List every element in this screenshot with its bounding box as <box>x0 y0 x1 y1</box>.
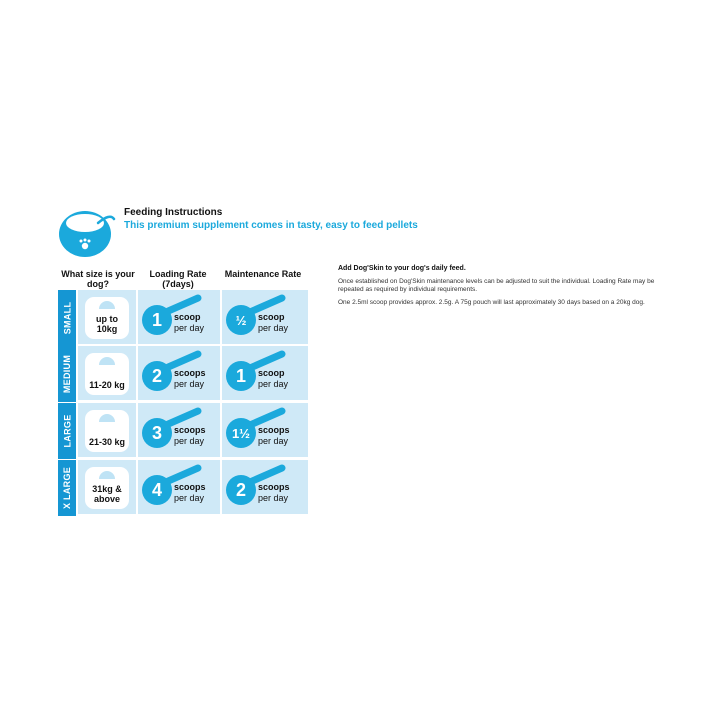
maintenance-cell <box>222 403 308 457</box>
weight-text: 21-30 kg <box>88 437 126 447</box>
loading-cell <box>138 290 220 344</box>
scoop-frequency: per day <box>258 323 289 333</box>
maintenance-cell <box>222 460 308 514</box>
maintenance-cell <box>222 290 308 344</box>
scoop-count: 1 <box>235 365 246 386</box>
scoop-unit: scoops <box>174 425 206 435</box>
scoop-unit: scoops <box>258 425 290 435</box>
scoop-unit: scoop <box>174 312 201 322</box>
scoop-count: 1 <box>151 309 162 330</box>
table-row <box>58 460 308 516</box>
size-label: X LARGE <box>58 460 76 516</box>
dog-bowl-icon <box>58 209 116 259</box>
scoop-frequency: per day <box>258 379 289 389</box>
scoop-unit: scoops <box>174 368 206 378</box>
scale-icon <box>85 410 129 452</box>
column-header-size: What size is your dog? <box>61 269 135 289</box>
loading-cell <box>138 403 220 457</box>
size-label: MEDIUM <box>58 346 76 402</box>
scoop-unit: scoops <box>258 482 290 492</box>
page-subtitle: This premium supplement comes in tasty, easy to feed pellets <box>124 220 418 231</box>
weight-cell <box>78 346 136 400</box>
scoop-count: 1½ <box>231 425 251 441</box>
size-label: SMALL <box>58 290 76 346</box>
weight-cell <box>78 290 136 344</box>
page-title: Feeding Instructions <box>124 207 223 218</box>
scale-icon <box>85 297 129 339</box>
scoop-count: 2 <box>235 479 246 500</box>
instructions-paragraph: Once established on Dog'Skin maintenance levels can be adjusted to suit the individual. Loading Rate may be repeated as required by individual requirements. <box>338 278 655 293</box>
loading-cell <box>138 346 220 400</box>
scoop-frequency: per day <box>258 493 289 503</box>
size-label: LARGE <box>58 403 76 459</box>
scoop-count: ½ <box>235 312 247 328</box>
instructions-paragraph: One 2.5ml scoop provides approx. 2.5g. A 75g pouch will last approximately 30 days based on a 20kg dog. <box>338 299 645 306</box>
scoop-unit: scoop <box>258 312 285 322</box>
column-header-maintenance: Maintenance Rate <box>224 269 302 279</box>
scale-icon <box>85 467 129 509</box>
table-row <box>58 346 308 402</box>
scoop-frequency: per day <box>174 379 205 389</box>
scoop-frequency: per day <box>174 323 205 333</box>
scoop-unit: scoop <box>258 368 285 378</box>
scoop-frequency: per day <box>258 436 289 446</box>
table-row <box>58 290 308 346</box>
scoop-frequency: per day <box>174 493 205 503</box>
weight-text: up to 10kg <box>96 314 118 334</box>
column-header-loading: Loading Rate (7days) <box>149 269 207 289</box>
weight-cell <box>78 460 136 514</box>
weight-text: 31kg & above <box>92 484 122 504</box>
scoop-unit: scoops <box>174 482 206 492</box>
weight-cell <box>78 403 136 457</box>
scoop-count: 2 <box>151 365 162 386</box>
scoop-frequency: per day <box>174 436 205 446</box>
weight-text: 11-20 kg <box>89 380 125 390</box>
loading-cell <box>138 460 220 514</box>
instructions-heading: Add Dog'Skin to your dog's daily feed. <box>338 265 466 272</box>
scoop-count: 3 <box>151 422 162 443</box>
table-row <box>58 403 308 459</box>
scoop-count: 4 <box>151 479 162 500</box>
scale-icon <box>85 353 129 395</box>
maintenance-cell <box>222 346 308 400</box>
